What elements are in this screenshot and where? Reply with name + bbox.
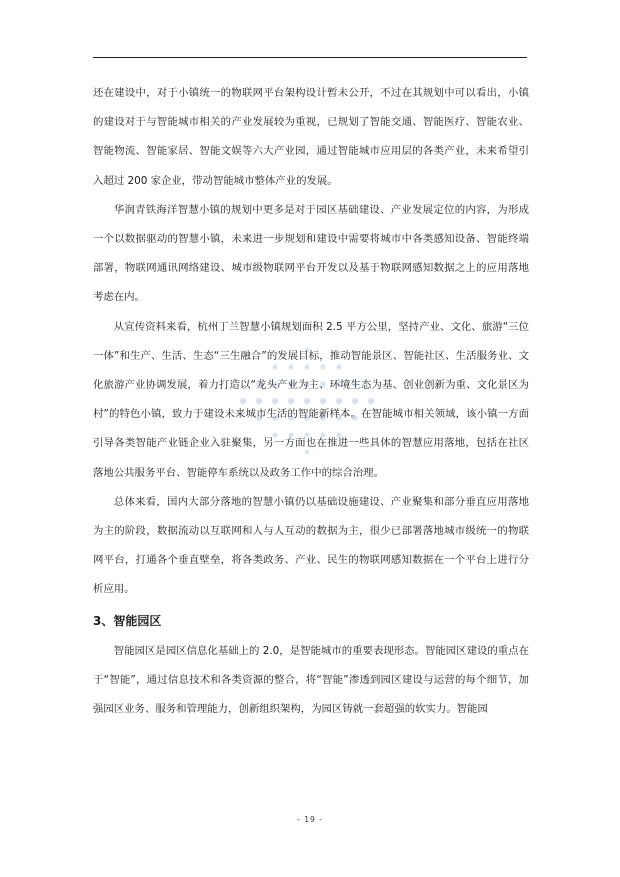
paragraph-3: 从宣传资料来看，杭州丁兰智慧小镇规划面积 2.5 平方公里，坚持产业、文化、旅游“三位一体”和生产、生活、生态“三生融合”的发展目标，推动智能景区、智能社区、生活服务业、文化旅游产业协调发展，着力打造以“龙头产业为主、环境生态为基、创业创新为重、文化景区为村”的特色小镇，致力于建设未来城市生活的智能新样本。在智能城市相关领域，该小镇一方面引导各类智能产业链企业入驻聚集，另一方面也在推进一些具体的智慧应用落地，包括在社区落地公共服务平台、智能停车系统以及政务工作中的综合治理。 — [93, 320, 529, 479]
paragraph-1: 还在建设中，对于小镇统一的物联网平台架构设计暂未公开，不过在其规划中可以看出，小镇的建设对于与智能城市相关的产业发展较为重视，已规划了智能交通、智能医疗、智能农业、智能物流、智能家居、智能文娱等六大产业园，通过智能城市应用层的各类产业，未来希望引入超过 200 家企业，带动智能城市整体产业的发展。 — [93, 87, 529, 187]
paragraph-4: 总体来看，国内大部分落地的智慧小镇仍以基础设施建设、产业聚集和部分垂直应用落地为主的阶段，数据流动以互联网和人与人互动的数据为主，很少已部署落地城市级统一的物联网平台，打通各个垂直壁垒，将各类政务、产业、民生的物联网感知数据在一个平台上进行分析应用。 — [93, 495, 529, 596]
header-rule — [93, 57, 527, 58]
section-heading: 3、智能园区 — [93, 613, 162, 628]
page-number: - 19 - — [297, 815, 323, 824]
paragraph-2: 华润青铁海洋智慧小镇的规划中更多是对于园区基础建设、产业发展定位的内容，为形成一个以数据驱动的智慧小镇，未来进一步规划和建设中需要将城市中各类感知设备、智能终端部署，物联网通讯网络建设、城市级物联网平台开发以及基于物联网感知数据之上的应用落地考虑在内。 — [93, 203, 529, 304]
document-body — [93, 79, 529, 724]
section-paragraph-1: 智能园区是园区信息化基础上的 2.0，是智能城市的重要表现形态。智能园区建设的重点在于“智能”，通过信息技术和各类资源的整合，将“智能”渗透到园区建设与运营的每个细节，加强园区业务、服务和管理能力，创新组织架构，为园区铸就一套超强的软实力。智能园 — [93, 644, 529, 716]
